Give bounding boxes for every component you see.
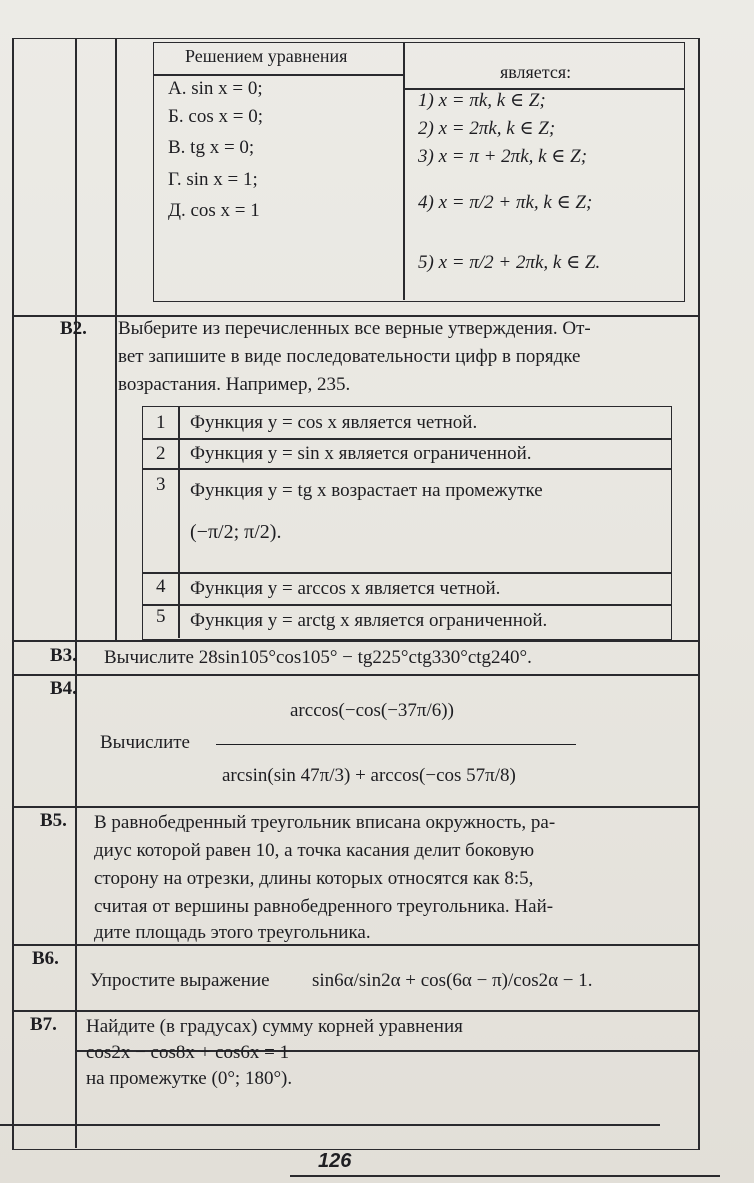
b4-fraction-bar: [216, 744, 576, 745]
b5-line-4: считая от вершины равнобедренного треугольника. Най-: [94, 896, 554, 917]
b2-row-divider-4: [142, 604, 672, 606]
b1-table-divider: [403, 42, 405, 300]
b2-row-number-5: 5: [156, 606, 166, 627]
b2-row-divider-2: [142, 468, 672, 470]
b5-label: B5.: [40, 810, 67, 831]
b6-label: B6.: [32, 948, 59, 969]
row-divider-b2: [12, 315, 698, 317]
b2-row-number-3: 3: [156, 474, 166, 495]
b6-prefix: Упростите выражение: [90, 970, 270, 991]
b7-line-2: cos2x − cos8x + cos6x = 1: [86, 1042, 290, 1063]
b4-numerator: arccos(−cos(−37π/6)): [290, 700, 454, 721]
b1-answer-2: 2) x = 2πk, k ∈ Z;: [418, 118, 556, 139]
b1-equation-e: Д. cos x = 1: [168, 200, 260, 221]
column-divider-inner: [115, 38, 117, 640]
b5-line-1: В равнобедренный треугольник вписана окружность, ра-: [94, 812, 556, 833]
b1-equation-d: Г. sin x = 1;: [168, 169, 258, 190]
b2-row-number-1: 1: [156, 412, 166, 433]
b1-answer-5: 5) x = π/2 + 2πk, k ∈ Z.: [418, 252, 601, 273]
b2-row-number-2: 2: [156, 443, 166, 464]
b3-text: Вычислите 28sin105°cos105° − tg225°ctg330°ctg240°.: [104, 647, 532, 668]
b1-answer-1: 1) x = πk, k ∈ Z;: [418, 90, 546, 111]
b7-label: B7.: [30, 1014, 57, 1035]
b2-label: B2.: [60, 318, 87, 339]
b2-row-text-4: Функция y = arccos x является четной.: [190, 578, 501, 599]
b1-equation-c: В. tg x = 0;: [168, 137, 255, 158]
b1-answer-3: 3) x = π + 2πk, k ∈ Z;: [418, 146, 588, 167]
column-divider-labels: [75, 38, 77, 1148]
footer-rule: [290, 1175, 720, 1177]
b1-header-left: Решением уравнения: [185, 46, 348, 66]
row-divider-b5: [12, 806, 698, 808]
row-divider-b4: [12, 674, 698, 676]
b5-line-5: дите площадь этого треугольника.: [94, 922, 371, 943]
row-divider-b3: [12, 640, 698, 642]
b1-equation-b: Б. cos x = 0;: [168, 106, 263, 127]
b4-label: B4.: [50, 678, 77, 699]
b1-header-right: является:: [500, 62, 572, 82]
b5-line-2: диус которой равен 10, а точка касания делит боковую: [94, 840, 535, 861]
b2-row-text-5: Функция y = arctg x является ограниченной.: [190, 610, 548, 631]
b2-row-text-3-interval: (−π/2; π/2).: [190, 521, 282, 543]
row-divider-b7: [12, 1010, 698, 1012]
b4-denominator: arcsin(sin 47π/3) + arccos(−cos 57π/8): [222, 765, 516, 786]
b5-line-3: сторону на отрезки, длины которых относятся как 8:5,: [94, 868, 534, 889]
b7-line-3: на промежутке (0°; 180°).: [86, 1068, 293, 1089]
b3-label: B3.: [50, 645, 77, 666]
b1-answer-4: 4) x = π/2 + πk, k ∈ Z;: [418, 192, 593, 213]
b1-header-underline-left: [153, 74, 403, 76]
b7-line-1: Найдите (в градусах) сумму корней уравнения: [86, 1016, 463, 1037]
page-number: 126: [318, 1150, 352, 1172]
b4-prefix: Вычислите: [100, 732, 190, 753]
b1-equation-a: А. sin x = 0;: [168, 78, 263, 99]
b2-row-text-1: Функция y = cos x является четной.: [190, 412, 478, 433]
b2-row-text-2: Функция y = sin x является ограниченной.: [190, 443, 532, 464]
b2-line-1: Выберите из перечисленных все верные утверждения. От-: [118, 318, 591, 339]
b2-row-divider-1: [142, 438, 672, 440]
b2-row-text-3: Функция y = tg x возрастает на промежутке: [190, 480, 543, 501]
b2-row-number-4: 4: [156, 576, 166, 597]
b2-line-2: вет запишите в виде последовательности цифр в порядке: [118, 346, 581, 367]
b2-row-divider-3: [142, 572, 672, 574]
bottom-rule: [0, 1124, 660, 1126]
b6-expression: sin6α/sin2α + cos(6α − π)/cos2α − 1.: [312, 970, 593, 991]
b2-line-3: возрастания. Например, 235.: [118, 374, 351, 395]
